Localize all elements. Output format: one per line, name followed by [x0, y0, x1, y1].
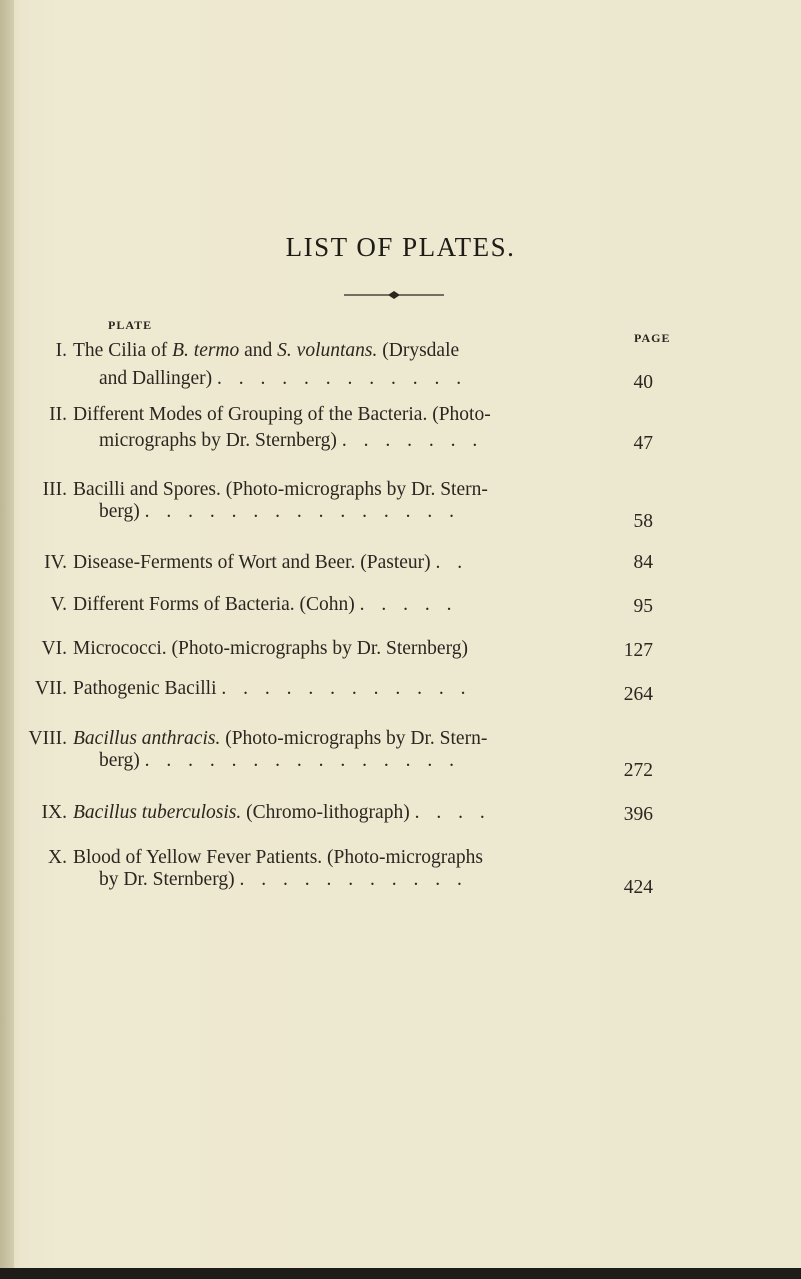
plate-caption-line2: and Dallinger) . . . . . . . . . . . . — [99, 368, 468, 389]
leader-dots: . . . . . . . . . . . — [239, 869, 468, 890]
plate-number: IV. — [44, 552, 67, 573]
page-number: 58 — [633, 511, 653, 532]
page-bottom-edge — [0, 1268, 801, 1279]
plate-caption-line1: Bacillus tuberculosis. (Chromo-lithograph) . . . . — [73, 802, 491, 823]
plate-caption-line1: Different Modes of Grouping of the Bacteria. (Photo- — [73, 404, 491, 425]
plate-caption-line2: by Dr. Sternberg) . . . . . . . . . . . — [99, 869, 468, 890]
plate-number: V. — [50, 594, 67, 615]
plate-number: X. — [48, 847, 67, 868]
plate-caption-line1: Bacilli and Spores. (Photo-micrographs by Dr. Stern- — [73, 479, 488, 500]
leader-dots: . . . . — [414, 802, 491, 823]
plate-caption-line1: Disease-Ferments of Wort and Beer. (Pasteur) . . — [73, 552, 469, 573]
leader-dots: . . . . . . . . . . . . — [221, 678, 472, 699]
leader-dots: . . . . . . . . . . . . . . . — [144, 501, 461, 522]
plate-caption-line1: Pathogenic Bacilli . . . . . . . . . . . . — [73, 678, 472, 699]
plate-number: VIII. — [28, 728, 67, 749]
page-column-header: PAGE — [634, 331, 671, 345]
page-number: 424 — [623, 877, 653, 898]
taxon-name: B. termo — [172, 340, 240, 361]
plate-caption-line1: Different Forms of Bacteria. (Cohn) . . . . . — [73, 594, 458, 615]
plate-caption-line2: berg) . . . . . . . . . . . . . . . — [99, 501, 461, 522]
diamond-rule-ornament — [344, 289, 444, 301]
page-number: 95 — [633, 596, 653, 617]
plate-column-header: PLATE — [108, 318, 153, 332]
plate-number: VII. — [35, 678, 67, 699]
plate-caption-line2: micrographs by Dr. Sternberg) . . . . . . . — [99, 430, 484, 451]
plate-number: I. — [55, 340, 67, 361]
plate-caption-line1: Blood of Yellow Fever Patients. (Photo-micrographs — [73, 847, 484, 868]
page-number: 127 — [623, 640, 653, 661]
plate-number: III. — [42, 479, 67, 500]
taxon-name: S. voluntans. — [277, 340, 378, 361]
plate-caption-line1: The Cilia of B. termo and S. voluntans. (Drysdale — [73, 340, 460, 361]
leader-dots: . . . . . . . . . . . . — [217, 368, 468, 389]
plate-caption-line2: berg) . . . . . . . . . . . . . . . — [99, 750, 461, 771]
page-spine-shadow — [0, 0, 14, 1279]
leader-dots: . . . . . — [359, 594, 458, 615]
plate-number: VI. — [41, 638, 67, 659]
taxon-name: Bacillus anthracis. — [73, 728, 221, 749]
plate-caption-line1: Bacillus anthracis. (Photo-micrographs by Dr. Stern- — [73, 728, 488, 749]
page-number: 84 — [633, 552, 653, 573]
plate-caption-line1: Micrococci. (Photo-micrographs by Dr. Sternberg) — [73, 638, 468, 659]
page-number: 47 — [633, 433, 653, 454]
leader-dots: . . — [435, 552, 469, 573]
page-number: 396 — [623, 804, 653, 825]
page-title: LIST OF PLATES. — [285, 232, 516, 262]
plate-number: II. — [49, 404, 67, 425]
page-number: 40 — [633, 372, 653, 393]
leader-dots: . . . . . . . . . . . . . . . — [144, 750, 461, 771]
page-number: 264 — [623, 684, 653, 705]
page-number: 272 — [623, 760, 653, 781]
plate-number: IX. — [41, 802, 67, 823]
taxon-name: Bacillus tuberculosis. — [73, 802, 242, 823]
leader-dots: . . . . . . . — [341, 430, 484, 451]
